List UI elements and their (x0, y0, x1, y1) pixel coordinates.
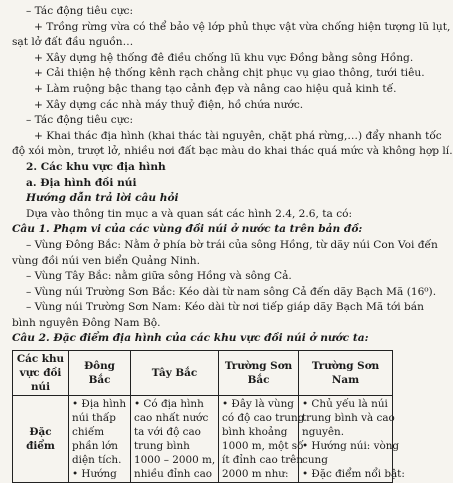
cell-line: • Có địa hình (134, 398, 204, 411)
table-cell-tay-bac (131, 396, 219, 483)
cell-line: có độ cao trung (222, 412, 305, 425)
text-line: – Vùng Tây Bắc: nằm giữa sông Hồng và sông Cả. (26, 270, 292, 283)
cell-line: cung (302, 454, 328, 467)
cell-line: • Chủ yếu là núi (302, 398, 388, 411)
section-heading: 2. Các khu vực địa hình (26, 160, 166, 173)
cell-line: 1000 – 2000 m, (134, 454, 216, 467)
text-line: độ xói mòn, trượt lở, nhiều nơi đất bạc màu do khai thác quá mức và không hợp lí. (12, 145, 453, 158)
cell-line: trung bình (134, 440, 190, 453)
cell-line: cao nhất nước (134, 412, 209, 425)
table-header: Đông Bắc (69, 351, 131, 396)
text-line: – Vùng núi Trường Sơn Bắc: Kéo dài từ nam sông Cả đến dãy Bạch Mã (16⁰). (26, 285, 437, 298)
text-line: + Làm ruộng bậc thang tạo cảnh đẹp và nâng cao hiệu quả kinh tế. (34, 82, 397, 95)
cell-line: ít đỉnh cao trên (222, 454, 304, 467)
table-header-row (13, 351, 393, 396)
cell-line: diện tích. (72, 454, 122, 467)
table-cell-dong-bac (69, 396, 131, 483)
cell-line: • Đặc điểm nổi bật: (302, 468, 405, 481)
terrain-table (12, 350, 405, 483)
table-row (13, 396, 393, 483)
text-line: – Tác động tiêu cực: (26, 114, 134, 127)
table-header: Tây Bắc (131, 351, 219, 396)
cell-line: núi thấp (72, 412, 116, 425)
text-line: + Xây dựng hệ thống đê điều chống lũ khu vực Đồng bằng sông Hồng. (34, 51, 414, 64)
question-heading: Câu 2. Đặc điểm địa hình của các khu vực đồi núi ở nước ta: (12, 332, 369, 345)
cell-line: nguyên. (302, 426, 345, 439)
cell-line: bình khoảng (222, 426, 288, 439)
text-line: + Cải thiện hệ thống kênh rạch chằng chịt phục vụ giao thông, tưới tiêu. (34, 67, 425, 80)
row-label: Đặc điểm (13, 396, 69, 483)
table-header: Trường Sơn Bắc (219, 351, 299, 396)
text-line: vùng đồi núi ven biển Quảng Ninh. (12, 254, 200, 267)
cell-line: • Hướng (72, 468, 117, 481)
cell-line: 2000 m như: (222, 468, 289, 481)
table-header: Trường Sơn Nam (299, 351, 393, 396)
text-line: bình nguyên Đông Nam Bộ. (12, 316, 161, 329)
text-line: – Vùng Đông Bắc: Nằm ở phía bờ trái của sông Hồng, từ dãy núi Con Voi đến (26, 238, 438, 251)
table-cell-truong-son-nam (299, 396, 405, 483)
cell-line: • Đây là vùng (222, 398, 294, 411)
text-line: Dựa vào thông tin mục a và quan sát các hình 2.4, 2.6, ta có: (26, 207, 353, 220)
cell-line: chiếm (72, 426, 105, 439)
cell-line: • Hướng núi: vòng (302, 440, 400, 453)
text-line: + Trồng rừng vừa có thể bảo vệ lớp phủ thực vật vừa chống hiện tượng lũ lụt, (34, 20, 451, 33)
text-line: + Xây dựng các nhà máy thuỷ điện, hồ chứa nước. (34, 98, 304, 111)
text-line: – Vùng núi Trường Sơn Nam: Kéo dài từ nơi tiếp giáp dãy Bạch Mã tới bán (26, 301, 424, 314)
text-line: sạt lở đất đầu nguồn… (12, 36, 134, 49)
text-line: – Tác động tiêu cực: (26, 5, 134, 17)
cell-line: phần lớn (72, 440, 118, 453)
subsection-heading: a. Địa hình đồi núi (26, 176, 137, 189)
table-cell-truong-son-bac (219, 396, 305, 483)
question-heading: Câu 1. Phạm vi của các vùng đồi núi ở nước ta trên bản đồ: (12, 223, 363, 236)
cell-line: trung bình và cao (302, 412, 395, 425)
cell-line: nhiều đỉnh cao (134, 468, 213, 481)
cell-line: 1000 m, một số (222, 440, 304, 453)
text-line: + Khai thác địa hình (khai thác tài nguyên, chặt phá rừng,…) đẩy nhanh tốc (34, 129, 442, 142)
cell-line: • Địa hình (72, 398, 127, 411)
guide-heading: Hướng dẫn trả lời câu hỏi (26, 192, 179, 205)
table-header: Các khu vực đồi núi (13, 351, 69, 396)
cell-line: ta với độ cao (134, 426, 201, 439)
